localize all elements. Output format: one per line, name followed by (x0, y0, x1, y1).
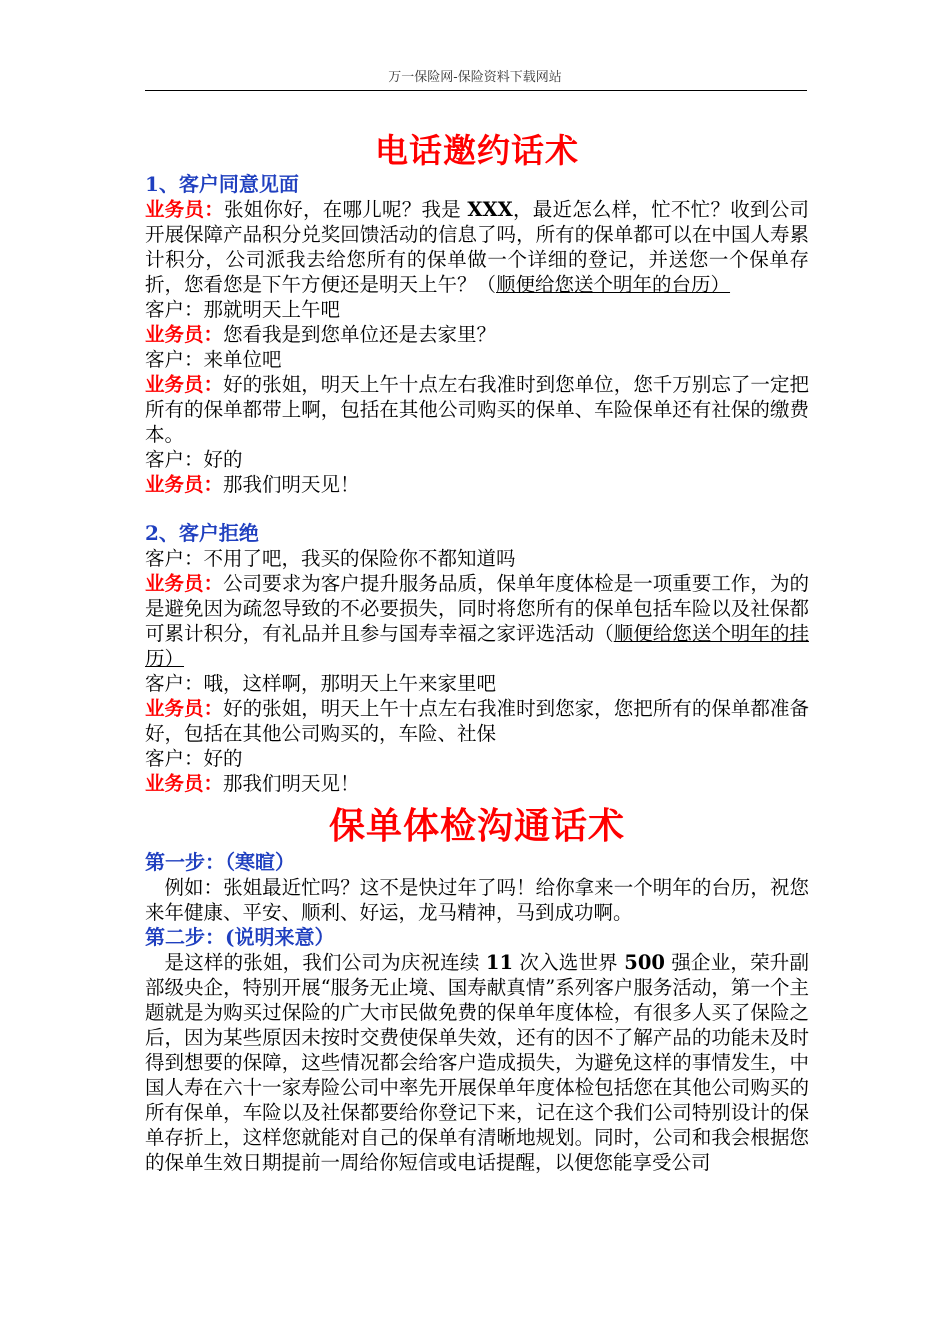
dialogue-line (145, 472, 809, 497)
dialogue-text: 那我们明天见！ (223, 772, 360, 795)
dialogue-text: 那我们明天见！ (223, 473, 360, 496)
dialogue-text: ，最近怎么样，忙不忙？收到公司开展保障产品积分兑奖回馈活动的信息了吗，所有的保单都可以在中国人寿累计积分，公司派我去给您所有的保单做一个详细的登记，并送您一个保单存折，您看您是下午方便还是明天上午？（ (145, 198, 809, 296)
page-header: 万一保险网-保险资料下载网站 (388, 70, 562, 85)
dialogue-line (145, 372, 809, 447)
section-heading-refuse: 2、客户拒绝 (145, 521, 259, 545)
paragraph-number: 500 (624, 951, 665, 974)
doc2-title: 保单体检沟通话术 (328, 805, 625, 847)
dialogue-line (145, 771, 809, 796)
header-divider (145, 90, 807, 91)
step1-heading: 第一步：（寒暄） (145, 850, 295, 874)
speaker-label: 业务员： (145, 772, 224, 795)
speaker-label: 业务员： (145, 373, 224, 396)
paragraph-text: 强企业，荣升副部级央企，特别开展“服务无止境、国寿献真情”系列客户服务活动，第一个主题就是为购买过保险的广大市民做免费的保单年度体检，有很多人买了保险之后，因为某些原因未按时交费使保单失效，还有的因不了解产品的功能未及时得到想要的保障，这些情况都会给客户造成损失，为避免这样的事情发生，中国人寿在六十一家寿险公司中率先开展保单年度体检包括您在其他公司购买的所有保单，车险以及社保都要给你登记下来，记在这个我们公司特别设计的保单存折上，这样您就能对自己的保单有清晰地规划。同时，公司和我会根据您的保单生效日期提前一周给你短信或电话提醒，以便您能享受公司 (145, 951, 809, 1174)
section-heading-agree: 1、客户同意见面 (145, 172, 299, 196)
section-spacer (145, 497, 809, 521)
speaker-label: 业务员： (145, 198, 224, 221)
dialogue-line: 客户：来单位吧 (145, 348, 282, 371)
dialogue-line (145, 696, 809, 746)
paragraph-number: 11 (485, 951, 514, 974)
dialogue-line: 客户：哦，这样啊，那明天上午来家里吧 (145, 672, 497, 695)
dialogue-line: 客户：好的 (145, 448, 243, 471)
dialogue-text: 好的张姐，明天上午十点左右我准时到您家，您把所有的保单都准备好，包括在其他公司购买的，车险、社保 (145, 697, 809, 745)
underlined-note: 顺便给您送个明年的挂历） (145, 622, 809, 670)
dialogue-text: 好的张姐，明天上午十点左右我准时到您单位，您千万别忘了一定把所有的保单都带上啊，包括在其他公司购买的保单、车险保单还有社保的缴费本。 (145, 373, 809, 446)
underlined-note: 顺便给您送个明年的台历） (496, 273, 731, 296)
dialogue-line (145, 322, 809, 347)
dialogue-text: 您看我是到您单位还是去家里？ (223, 323, 497, 346)
dialogue-line (145, 197, 809, 297)
paragraph-text: 次入选世界 (513, 951, 625, 974)
dialogue-line (145, 571, 809, 671)
speaker-label: 业务员： (145, 697, 224, 720)
speaker-label: 业务员： (145, 473, 224, 496)
dialogue-text: XXX (467, 198, 513, 221)
paragraph-text: 是这样的张姐，我们公司为庆祝连续 (164, 951, 486, 974)
step2-paragraph (145, 950, 809, 1175)
dialogue-text: 张姐你好，在哪儿呢？我是 (224, 198, 468, 221)
dialogue-line: 客户：好的 (145, 747, 243, 770)
step2-heading: 第二步：(说明来意） (145, 925, 335, 949)
dialogue-line: 客户：那就明天上午吧 (145, 298, 341, 321)
step1-paragraph: 例如：张姐最近忙吗？这不是快过年了吗！给你拿来一个明年的台历，祝您来年健康、平安、顺利、好运，龙马精神，马到成功啊。 (145, 876, 809, 924)
document-body (145, 130, 809, 1175)
dialogue-line: 客户：不用了吧，我买的保险你不都知道吗 (145, 547, 516, 570)
dialogue-text: 公司要求为客户提升服务品质，保单年度体检是一项重要工作，为的是避免因为疏忽导致的不必要损失，同时将您所有的保单包括车险以及社保都可累计积分，有礼品并且参与国寿幸福之家评选活动（ (145, 572, 809, 645)
speaker-label: 业务员： (145, 323, 224, 346)
doc1-title: 电话邀约话术 (375, 131, 579, 170)
speaker-label: 业务员： (145, 572, 224, 595)
